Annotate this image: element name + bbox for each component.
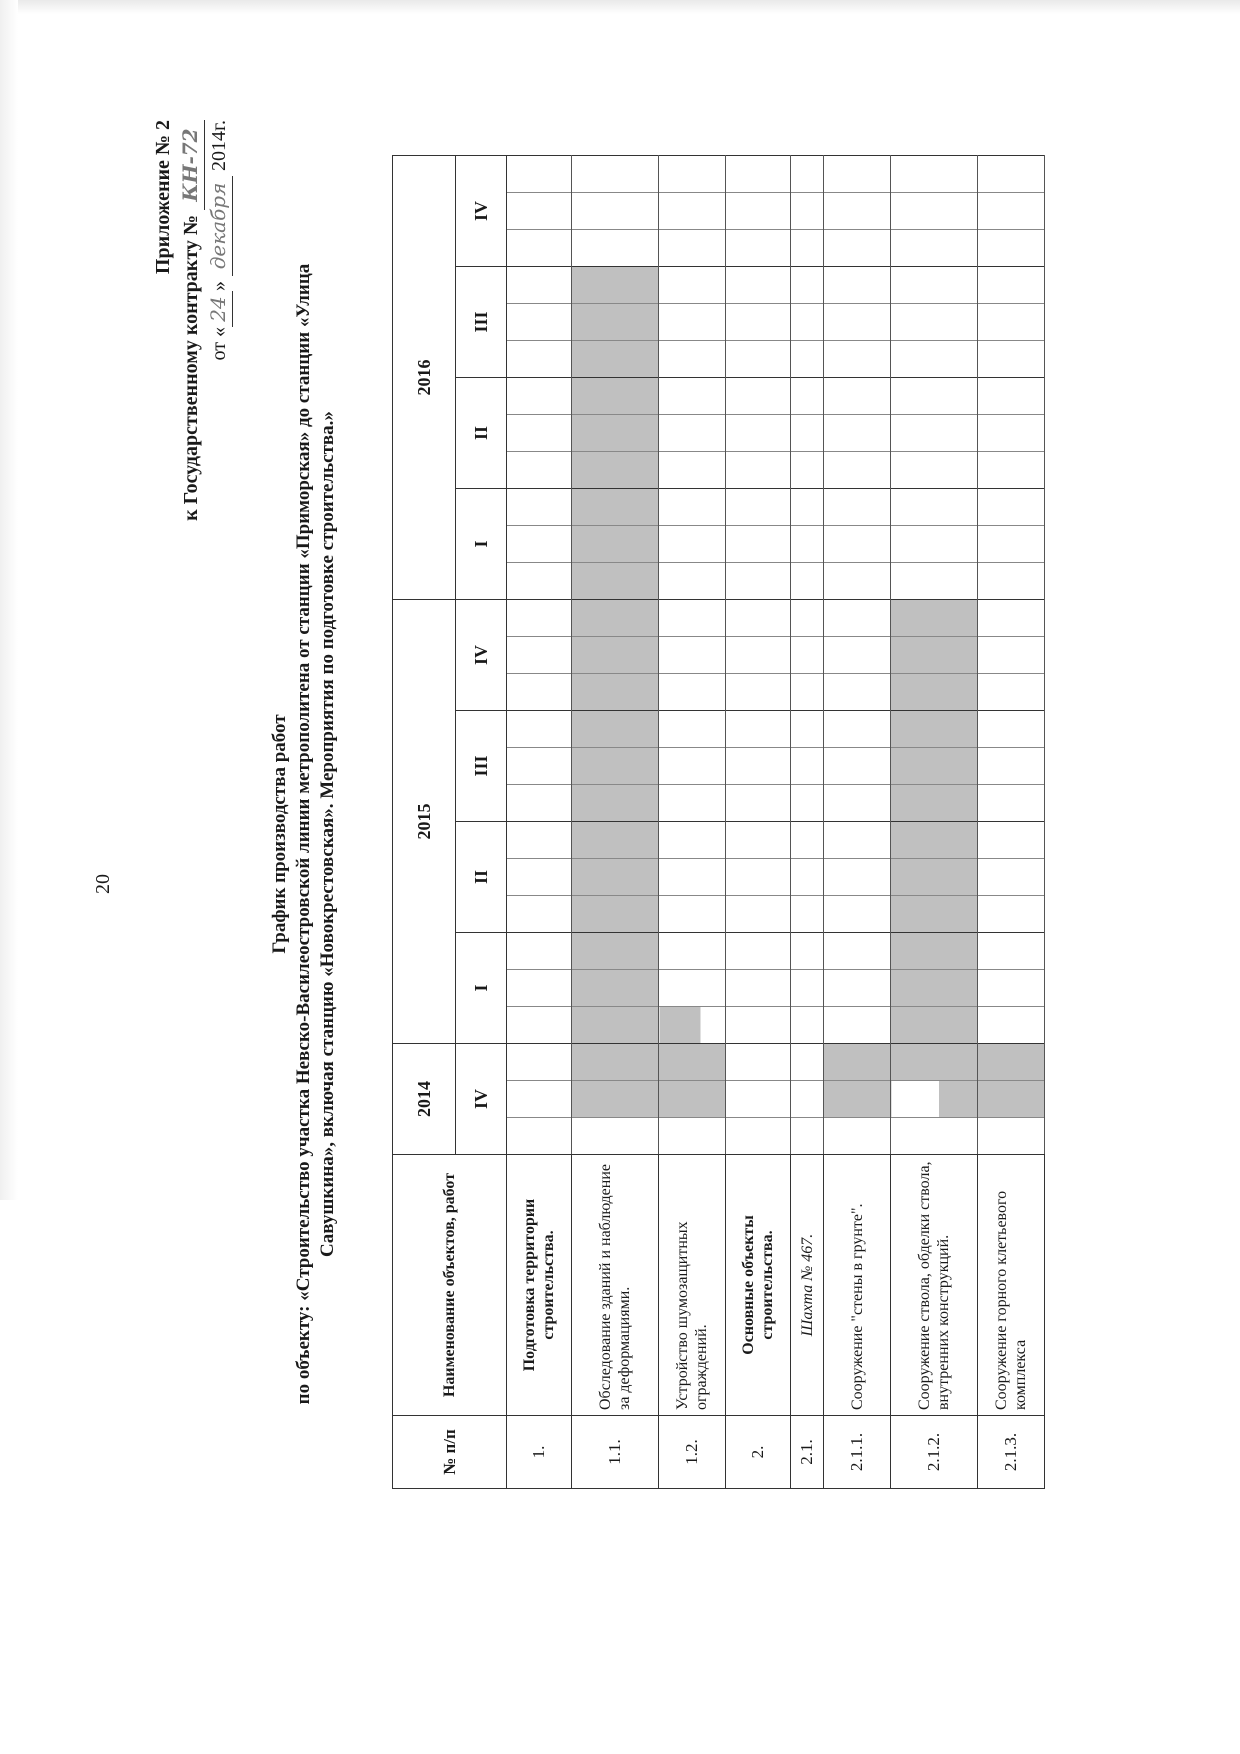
title-line-2: по объекту: «Строительство участка Невско-Василеостровской линии метрополитена от станции «Приморская» до станции «Улица (293, 263, 314, 1405)
schedule-cell (824, 1118, 891, 1155)
contract-number: КН-72 (177, 120, 205, 210)
table-row (824, 156, 891, 1489)
schedule-bar-cell (572, 378, 659, 415)
schedule-cell (659, 711, 726, 748)
title-line-3: Савушкина», включая станцию «Новокрестовская». Мероприятия по подготовке строительства.» (317, 411, 338, 1257)
schedule-cell (791, 600, 824, 637)
schedule-cell (791, 378, 824, 415)
schedule-cell (791, 526, 824, 563)
schedule-bar-cell (572, 748, 659, 785)
schedule-cell (507, 933, 572, 970)
schedule-bar-cell (572, 1007, 659, 1044)
schedule-cell (726, 1118, 791, 1155)
row-name: Обследование зданий и наблюдение за деформациями. (572, 1155, 659, 1416)
schedule-cell (891, 526, 978, 563)
schedule-cell (507, 748, 572, 785)
schedule-cell (726, 970, 791, 1007)
schedule-cell (824, 600, 891, 637)
schedule-cell (891, 156, 978, 193)
row-number: 1.2. (659, 1416, 726, 1489)
schedule-cell (978, 748, 1045, 785)
schedule-cell (659, 933, 726, 970)
schedule-cell (891, 193, 978, 230)
schedule-bar-cell (891, 748, 978, 785)
schedule-cell (824, 785, 891, 822)
schedule-cell (726, 859, 791, 896)
schedule-cell (659, 378, 726, 415)
schedule-cell (978, 1118, 1045, 1155)
schedule-cell (791, 193, 824, 230)
date-mid: » (208, 275, 230, 291)
schedule-cell (791, 341, 824, 378)
schedule-cell (659, 896, 726, 933)
schedule-cell (507, 674, 572, 711)
schedule-bar-cell (891, 933, 978, 970)
schedule-cell (824, 563, 891, 600)
schedule-bar-cell (572, 822, 659, 859)
schedule-cell (659, 785, 726, 822)
schedule-cell (891, 267, 978, 304)
schedule-cell (978, 822, 1045, 859)
schedule-cell (791, 156, 824, 193)
schedule-cell (824, 637, 891, 674)
schedule-cell (824, 674, 891, 711)
schedule-cell (507, 600, 572, 637)
schedule-cell (659, 526, 726, 563)
header-q-2016-3: III (456, 267, 507, 378)
schedule-cell (507, 896, 572, 933)
schedule-cell (824, 526, 891, 563)
schedule-cell (572, 193, 659, 230)
table-row (726, 156, 791, 1489)
schedule-cell (978, 896, 1045, 933)
schedule-bar-cell (891, 896, 978, 933)
schedule-cell (891, 378, 978, 415)
schedule-cell (659, 674, 726, 711)
schedule-cell (978, 304, 1045, 341)
schedule-cell (726, 933, 791, 970)
schedule-cell (659, 415, 726, 452)
schedule-cell (978, 193, 1045, 230)
schedule-bar-cell (572, 859, 659, 896)
schedule-cell (978, 230, 1045, 267)
schedule-cell (507, 415, 572, 452)
schedule-cell (726, 378, 791, 415)
schedule-bar-cell (572, 637, 659, 674)
schedule-cell (978, 489, 1045, 526)
schedule-cell (507, 341, 572, 378)
schedule-bar-cell (572, 563, 659, 600)
schedule-cell (824, 933, 891, 970)
schedule-table (392, 155, 1045, 1489)
schedule-cell (726, 452, 791, 489)
schedule-cell (507, 822, 572, 859)
schedule-cell (659, 563, 726, 600)
schedule-bar-cell (978, 1044, 1045, 1081)
row-name: Устройство шумозащитных ограждений. (659, 1155, 726, 1416)
schedule-cell (824, 230, 891, 267)
schedule-bar-cell (572, 785, 659, 822)
schedule-cell (659, 304, 726, 341)
schedule-cell (726, 563, 791, 600)
header-num: № п/п (393, 1416, 507, 1489)
schedule-bar-cell (659, 1007, 726, 1044)
row-name: Подготовка территории строительства. (507, 1155, 572, 1416)
row-number: 1. (507, 1416, 572, 1489)
schedule-cell (507, 970, 572, 1007)
row-name: Сооружение ствола, обделки ствола, внутренних конструкций. (891, 1155, 978, 1416)
schedule-cell (507, 304, 572, 341)
date-prefix: от « (208, 326, 230, 361)
schedule-cell (824, 748, 891, 785)
header-year-2014: 2014 (393, 1044, 456, 1155)
schedule-cell (891, 1118, 978, 1155)
date-suffix: 2014г. (208, 120, 230, 176)
schedule-cell (726, 711, 791, 748)
header-q-2015-3: III (456, 711, 507, 822)
schedule-cell (726, 304, 791, 341)
schedule-cell (726, 896, 791, 933)
table-row (978, 156, 1045, 1489)
schedule-cell (659, 156, 726, 193)
schedule-cell (726, 415, 791, 452)
schedule-cell (891, 304, 978, 341)
header-name: Наименование объектов, работ (393, 1155, 507, 1416)
schedule-cell (978, 970, 1045, 1007)
schedule-bar-cell (891, 1007, 978, 1044)
schedule-cell (824, 1007, 891, 1044)
schedule-cell (891, 489, 978, 526)
appendix-contract (177, 120, 205, 521)
page-number: 20 (92, 874, 114, 894)
schedule-cell (659, 452, 726, 489)
schedule-bar-cell (891, 822, 978, 859)
schedule-bar-cell (572, 1081, 659, 1118)
row-number: 2.1. (791, 1416, 824, 1489)
header-year-2016: 2016 (393, 156, 456, 600)
schedule-bar-cell (824, 1044, 891, 1081)
schedule-cell (791, 452, 824, 489)
schedule-cell (891, 230, 978, 267)
schedule-cell (791, 563, 824, 600)
schedule-cell (791, 711, 824, 748)
header-q-2015-2: II (456, 822, 507, 933)
table-row (891, 156, 978, 1489)
row-number: 2.1.2. (891, 1416, 978, 1489)
header-year-2015: 2015 (393, 600, 456, 1044)
schedule-cell (507, 1007, 572, 1044)
schedule-bar-cell (891, 970, 978, 1007)
schedule-cell (726, 526, 791, 563)
schedule-cell (726, 822, 791, 859)
schedule-bar-cell (572, 933, 659, 970)
schedule-cell (891, 452, 978, 489)
schedule-cell (791, 415, 824, 452)
schedule-cell (791, 822, 824, 859)
schedule-cell (572, 230, 659, 267)
schedule-cell (824, 822, 891, 859)
header-q-2016-2: II (456, 378, 507, 489)
schedule-cell (978, 933, 1045, 970)
schedule-cell (726, 489, 791, 526)
schedule-cell (659, 193, 726, 230)
appendix-block (150, 120, 233, 521)
schedule-bar-cell (572, 896, 659, 933)
row-name: Основные объекты строительства. (726, 1155, 791, 1416)
schedule-cell (791, 1118, 824, 1155)
schedule-cell (791, 489, 824, 526)
table-row (659, 156, 726, 1489)
schedule-bar-cell (572, 489, 659, 526)
schedule-cell (791, 1007, 824, 1044)
schedule-bar-cell (891, 711, 978, 748)
schedule-cell (659, 637, 726, 674)
row-name: Сооружение горного клетьевого комплекса (978, 1155, 1045, 1416)
schedule-bar-cell (659, 1081, 726, 1118)
schedule-cell (891, 341, 978, 378)
schedule-cell (507, 785, 572, 822)
schedule-bar-cell (891, 674, 978, 711)
schedule-cell (507, 637, 572, 674)
schedule-cell (572, 1118, 659, 1155)
schedule-cell (978, 711, 1045, 748)
schedule-cell (791, 674, 824, 711)
schedule-cell (791, 748, 824, 785)
schedule-bar-cell (572, 452, 659, 489)
row-name: Шахта № 467. (791, 1155, 824, 1416)
schedule-bar-cell (572, 304, 659, 341)
schedule-cell (791, 1081, 824, 1118)
header-q-2016-4: IV (456, 156, 507, 267)
schedule-cell (507, 230, 572, 267)
schedule-cell (824, 859, 891, 896)
schedule-cell (978, 674, 1045, 711)
schedule-bar-cell (891, 1081, 978, 1118)
row-number: 2. (726, 1416, 791, 1489)
title-heading: График производства работ (269, 714, 290, 954)
schedule-cell (978, 526, 1045, 563)
row-number: 1.1. (572, 1416, 659, 1489)
schedule-cell (791, 1044, 824, 1081)
schedule-cell (726, 193, 791, 230)
schedule-cell (978, 1007, 1045, 1044)
table-row (791, 156, 824, 1489)
schedule-cell (659, 822, 726, 859)
schedule-cell (978, 785, 1045, 822)
appendix-date (205, 120, 233, 521)
document-title (268, 144, 340, 1524)
schedule-cell (824, 896, 891, 933)
schedule-cell (659, 1118, 726, 1155)
table-row (507, 156, 572, 1489)
schedule-bar-cell (891, 600, 978, 637)
schedule-bar-cell (572, 970, 659, 1007)
schedule-cell (726, 600, 791, 637)
schedule-cell (824, 341, 891, 378)
schedule-cell (824, 193, 891, 230)
schedule-cell (891, 563, 978, 600)
schedule-cell (791, 637, 824, 674)
schedule-cell (978, 267, 1045, 304)
schedule-cell (978, 600, 1045, 637)
schedule-cell (507, 452, 572, 489)
schedule-cell (507, 526, 572, 563)
schedule-cell (507, 1081, 572, 1118)
schedule-bar-cell (572, 526, 659, 563)
schedule-cell (659, 489, 726, 526)
schedule-bar-cell (572, 711, 659, 748)
schedule-cell (659, 600, 726, 637)
schedule-cell (824, 156, 891, 193)
schedule-cell (659, 748, 726, 785)
date-month: декабря (205, 176, 233, 276)
schedule-cell (726, 748, 791, 785)
schedule-cell (978, 341, 1045, 378)
schedule-bar-cell (572, 415, 659, 452)
schedule-bar-cell (572, 674, 659, 711)
schedule-cell (507, 156, 572, 193)
schedule-cell (572, 156, 659, 193)
schedule-cell (726, 637, 791, 674)
schedule-cell (978, 156, 1045, 193)
schedule-cell (507, 489, 572, 526)
schedule-cell (726, 1044, 791, 1081)
schedule-bar-cell (572, 341, 659, 378)
schedule-cell (726, 1081, 791, 1118)
schedule-cell (791, 230, 824, 267)
schedule-cell (791, 859, 824, 896)
schedule-cell (791, 933, 824, 970)
schedule-cell (978, 563, 1045, 600)
schedule-cell (659, 970, 726, 1007)
schedule-cell (726, 230, 791, 267)
schedule-bar-cell (891, 785, 978, 822)
schedule-cell (824, 378, 891, 415)
schedule-cell (791, 267, 824, 304)
schedule-cell (507, 1118, 572, 1155)
row-number: 2.1.3. (978, 1416, 1045, 1489)
schedule-bar-cell (659, 1044, 726, 1081)
schedule-cell (659, 230, 726, 267)
schedule-cell (824, 711, 891, 748)
schedule-cell (507, 267, 572, 304)
header-years-row (393, 156, 456, 1489)
schedule-cell (507, 711, 572, 748)
header-q-2015-1: I (456, 933, 507, 1044)
contract-prefix: к Государственному контракту № (180, 210, 202, 521)
header-q-2015-4: IV (456, 600, 507, 711)
schedule-cell (659, 341, 726, 378)
schedule-bar-cell (978, 1081, 1045, 1118)
schedule-cell (726, 674, 791, 711)
schedule-cell (824, 304, 891, 341)
schedule-cell (659, 859, 726, 896)
row-name: Сооружение "стены в грунте". (824, 1155, 891, 1416)
schedule-bar-cell (824, 1081, 891, 1118)
schedule-cell (791, 970, 824, 1007)
schedule-cell (978, 637, 1045, 674)
schedule-cell (978, 452, 1045, 489)
schedule-cell (824, 452, 891, 489)
schedule-bar-cell (572, 1044, 659, 1081)
schedule-cell (824, 970, 891, 1007)
schedule-cell (507, 563, 572, 600)
schedule-cell (891, 415, 978, 452)
schedule-bar-cell (891, 859, 978, 896)
schedule-cell (726, 1007, 791, 1044)
schedule-cell (659, 267, 726, 304)
schedule-cell (507, 859, 572, 896)
appendix-title: Приложение № 2 (152, 120, 174, 275)
schedule-cell (978, 859, 1045, 896)
header-q-2014-4: IV (456, 1044, 507, 1155)
schedule-cell (726, 785, 791, 822)
header-q-2016-1: I (456, 489, 507, 600)
table-row (572, 156, 659, 1489)
schedule-cell (791, 304, 824, 341)
schedule-bar-cell (572, 267, 659, 304)
schedule-cell (507, 1044, 572, 1081)
row-number: 2.1.1. (824, 1416, 891, 1489)
schedule-cell (791, 785, 824, 822)
schedule-bar-cell (891, 637, 978, 674)
schedule-cell (791, 896, 824, 933)
schedule-cell (507, 193, 572, 230)
schedule-cell (726, 267, 791, 304)
schedule-cell (507, 378, 572, 415)
schedule-cell (824, 415, 891, 452)
schedule-cell (978, 378, 1045, 415)
schedule-cell (824, 267, 891, 304)
schedule-cell (726, 156, 791, 193)
schedule-cell (978, 415, 1045, 452)
schedule-bar-cell (891, 1044, 978, 1081)
date-day: 24 (205, 291, 233, 327)
schedule-bar-cell (572, 600, 659, 637)
schedule-cell (824, 489, 891, 526)
schedule-cell (726, 341, 791, 378)
